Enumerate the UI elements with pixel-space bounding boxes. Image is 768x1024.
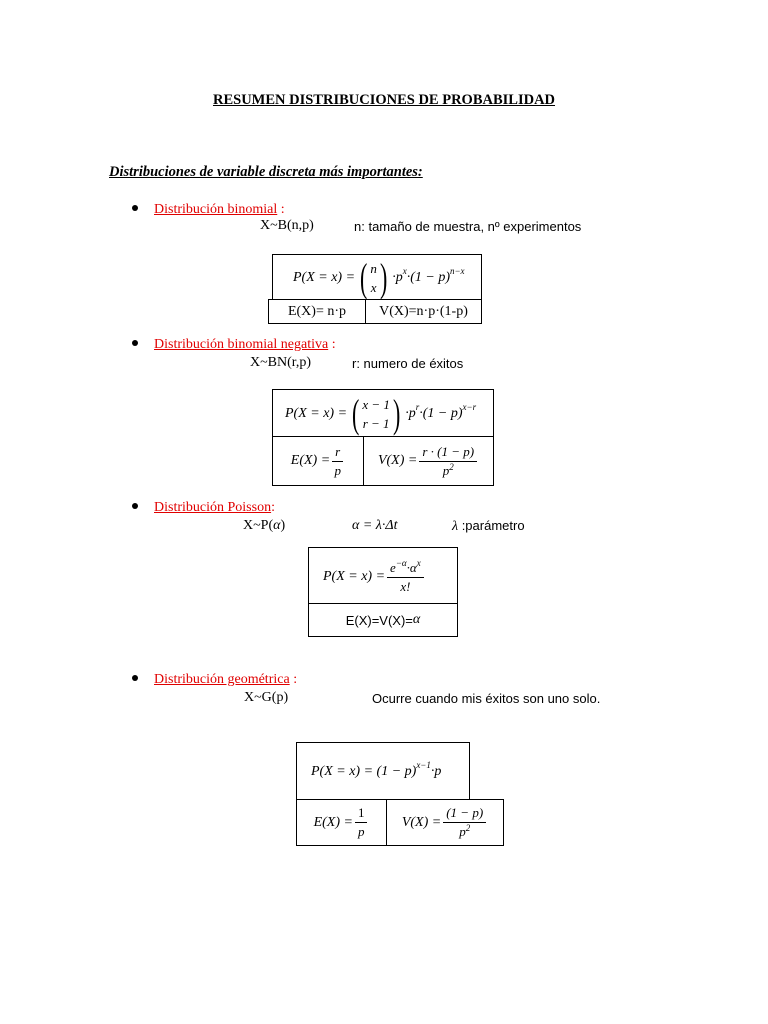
poisson-moments-cell xyxy=(308,603,458,637)
num-alpha: ·α xyxy=(406,559,417,575)
vx-den: p xyxy=(459,824,466,839)
negbinomial-exp-xr: x−r xyxy=(462,402,477,412)
e-exp: −α xyxy=(395,557,407,568)
bullet-dot xyxy=(132,675,138,681)
binom-top: n xyxy=(370,261,377,276)
poisson-frac xyxy=(387,557,424,595)
binomial-name: Distribución binomial xyxy=(154,202,278,217)
page-title: RESUMEN DISTRIBUCIONES DE PROBABILIDAD xyxy=(212,92,556,108)
e-symbol: e xyxy=(390,559,396,575)
poisson-pmf-lhs: P(X = x) = xyxy=(323,569,386,584)
vx-num: (1 − p) xyxy=(443,805,486,823)
vx-den: p xyxy=(442,462,450,478)
binomial-coef: ( n x ) xyxy=(360,255,388,300)
poisson-notation-alpha: α xyxy=(273,518,281,533)
ex-lhs: E(X) = xyxy=(313,814,353,830)
negbinomial-pmf-p: ·p xyxy=(405,406,416,421)
poisson-notation-a: X~P( xyxy=(243,518,274,533)
ex-num: 1 xyxy=(355,805,368,823)
geometric-pmf-exp: x−1 xyxy=(416,760,431,770)
bullet-dot xyxy=(132,503,138,509)
poisson-pmf-box xyxy=(308,547,458,604)
section-heading: Distribuciones de variable discreta más importantes: xyxy=(109,164,423,180)
vx-den-exp: 2 xyxy=(449,461,454,472)
negbinomial-ex-cell xyxy=(272,436,364,486)
binomial-desc: n: tamaño de muestra, nº experimentos xyxy=(354,219,582,234)
geometric-name: Distribución geométrica xyxy=(154,672,290,687)
binom-bottom: x xyxy=(370,280,377,295)
geometric-desc: Ocurre cuando mis éxitos son uno solo. xyxy=(372,691,601,706)
binomial-ex: E(X)= n·p xyxy=(287,303,347,319)
poisson-moments: E(X)=V(X)= xyxy=(345,612,413,628)
vx-lhs: V(X) = xyxy=(377,453,418,468)
vx-lhs: V(X) = xyxy=(401,814,442,830)
poisson-name: Distribución Poisson xyxy=(154,500,272,515)
binomial-pmf xyxy=(293,257,465,299)
geometric-notation: X~G(p) xyxy=(244,690,289,705)
alpha-exp: x xyxy=(416,557,421,568)
geometric-suffix: : xyxy=(289,672,298,687)
geometric-pmf-b: ·p xyxy=(430,764,442,779)
binomial-pmf-p: ·p xyxy=(392,270,403,285)
vx-den-exp: 2 xyxy=(465,823,471,833)
geometric-pmf-a: P(X = x) = (1 − p) xyxy=(311,764,417,779)
binomial-ex-cell xyxy=(268,299,366,324)
negbinomial-coef: ( x − 1 r − 1 ) xyxy=(352,391,401,436)
geometric-vx-cell xyxy=(386,799,504,846)
bullet-dot xyxy=(132,205,138,211)
negbinomial-pmf-lhs: P(X = x) = xyxy=(285,406,348,421)
poisson-notation xyxy=(243,518,285,534)
geometric-pmf-box xyxy=(296,742,470,800)
bullet-geometric xyxy=(132,672,297,688)
negbinomial-ex xyxy=(291,444,345,479)
geometric-ex xyxy=(314,805,370,840)
ex-num: r xyxy=(332,444,343,462)
binomial-exp-x: x xyxy=(402,266,407,276)
binom-top: x − 1 xyxy=(362,397,390,412)
binomial-vx-cell xyxy=(365,299,482,324)
bullet-binomial xyxy=(132,202,285,218)
poisson-lambda-def xyxy=(452,518,525,535)
poisson-alpha-def xyxy=(352,518,397,534)
negbinomial-exp-r: r xyxy=(415,402,420,412)
negbinomial-notation: X~BN(r,p) xyxy=(250,355,312,370)
bullet-poisson xyxy=(132,500,275,516)
geometric-ex-cell xyxy=(296,799,387,846)
negbinomial-name: Distribución binomial negativa xyxy=(154,337,329,352)
poisson-suffix: : xyxy=(271,500,275,515)
poisson-den: x! xyxy=(400,578,411,594)
binomial-suffix: : xyxy=(277,202,285,217)
bullet-dot xyxy=(132,340,138,346)
binomial-pmf-lhs: P(X = x) = xyxy=(293,270,356,285)
alpha-symbol: α xyxy=(352,518,360,533)
binomial-pmf-q: ·(1 − p) xyxy=(406,270,450,285)
bullet-negbinomial xyxy=(132,337,336,353)
lambda-desc: :parámetro xyxy=(458,518,525,533)
negbinomial-vx-cell xyxy=(363,436,494,486)
ex-lhs: E(X) = xyxy=(290,453,331,468)
lambda-symbol: λ xyxy=(452,519,459,534)
poisson-pmf xyxy=(323,552,426,602)
binomial-exp-nx: n−x xyxy=(449,266,465,276)
binom-bottom: r − 1 xyxy=(362,416,390,431)
ex-den: p xyxy=(357,824,365,839)
negbinomial-pmf xyxy=(285,392,476,436)
negbinomial-vx xyxy=(378,444,479,479)
ex-den: p xyxy=(334,462,341,478)
binomial-notation: X~B(n,p) xyxy=(260,218,314,233)
binomial-vx: V(X)=n·p·(1-p) xyxy=(379,303,468,319)
negbinomial-pmf-q: ·(1 − p) xyxy=(419,406,463,421)
negbinomial-desc: r: numero de éxitos xyxy=(352,356,464,371)
poisson-notation-close: ) xyxy=(280,518,286,533)
geometric-vx xyxy=(402,805,488,840)
binomial-pmf-box xyxy=(272,254,482,300)
vx-num: r · (1 − p) xyxy=(419,444,477,462)
poisson-moments-alpha: α xyxy=(412,612,421,627)
negbinomial-pmf-box xyxy=(272,389,494,437)
geometric-pmf xyxy=(311,743,441,801)
negbinomial-suffix: : xyxy=(328,337,336,352)
alpha-definition: = λ·Δt xyxy=(359,518,398,533)
